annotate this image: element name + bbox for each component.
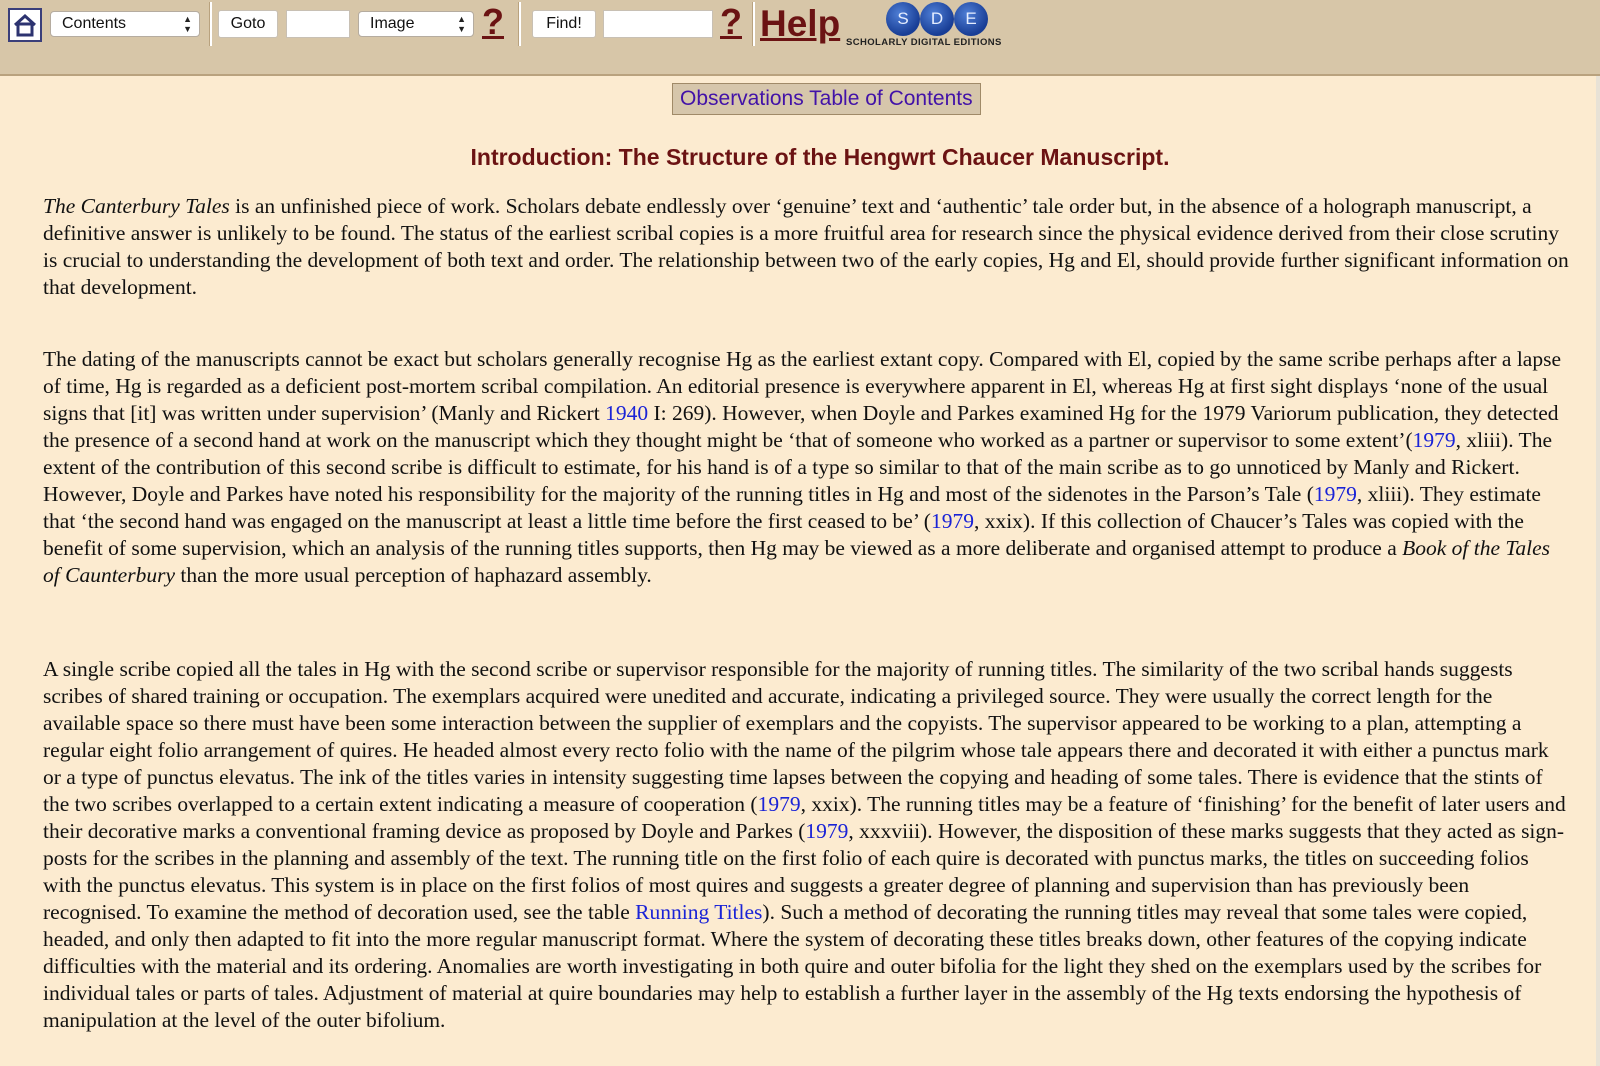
toolbar-divider xyxy=(518,2,521,46)
find-help-question-icon[interactable]: ? xyxy=(720,1,742,42)
contents-select[interactable] xyxy=(50,11,200,37)
toc-link[interactable]: Observations Table of Contents xyxy=(672,83,981,115)
paragraph-text: , xliii). The extent of the contribution of this second scribe is difficult to estimate, for his hand is of a type so similar to that of the main scribe as to go unnoticed by Manly and Rickert. However, Doyle and Parkes have noted his responsibility for the majority of the running titles in Hg and most of the sidenotes in the Parson’s Tale ( xyxy=(43,428,1552,506)
toolbar-divider xyxy=(209,2,212,46)
citation-link-1979[interactable]: 1979 xyxy=(1313,482,1357,506)
paragraph-1 xyxy=(43,193,1569,301)
toolbar-divider xyxy=(752,2,755,46)
paragraph-text: , xxix). The running titles may be a feature of ‘finishing’ for the benefit of later users and their decorative marks a conventional framing device as proposed by Doyle and Parkes ( xyxy=(43,792,1566,843)
help-link[interactable]: Help xyxy=(760,3,841,44)
paragraph-3 xyxy=(43,656,1569,1034)
citation-link-1979[interactable]: 1979 xyxy=(805,819,849,843)
paragraph-text: , xliii). They estimate that ‘the second hand was engaged on the manuscript at least a little time before the first ceased to be’ ( xyxy=(43,482,1541,533)
image-select[interactable] xyxy=(358,11,474,37)
citation-link-1940[interactable]: 1940 xyxy=(605,401,649,425)
find-button[interactable]: Find! xyxy=(532,10,596,38)
citation-link-1979[interactable]: 1979 xyxy=(757,792,801,816)
select-arrows-icon: ▲ ▼ xyxy=(457,14,466,34)
citation-link-1979[interactable]: 1979 xyxy=(1412,428,1456,452)
toolbar xyxy=(0,0,1600,76)
logo-letter-d: D xyxy=(920,2,954,36)
paragraph-2 xyxy=(43,346,1569,589)
home-icon xyxy=(12,13,38,37)
logo-caption: SCHOLARLY DIGITAL EDITIONS xyxy=(846,37,1002,48)
paragraph-text: The dating of the manuscripts cannot be exact but scholars generally recognise Hg as the earliest extant copy. Compared with El, copied by the same scribe perhaps after a lapse of time, Hg is regarded as a deficient post-mortem scribal compilation. An editorial presence is everywhere apparent in El, whereas Hg at first sight displays ‘none of the usual signs that [it] was written under supervision’ (Manly and Rickert xyxy=(43,347,1561,425)
scrollbar[interactable] xyxy=(1596,76,1600,1066)
citation-link-1979[interactable]: 1979 xyxy=(930,509,974,533)
contents-select-value: Contents xyxy=(62,15,127,32)
running-titles-link[interactable]: Running Titles xyxy=(635,900,763,924)
goto-help-question-icon[interactable]: ? xyxy=(482,1,504,42)
image-select-value: Image xyxy=(370,15,415,32)
logo-letter-s: S xyxy=(886,2,920,36)
goto-button[interactable]: Goto xyxy=(218,10,278,38)
home-button[interactable] xyxy=(8,8,42,42)
paragraph-text: is an unfinished piece of work. Scholars debate endlessly over ‘genuine’ text and ‘authentic’ tale order but, in the absence of a holograph manuscript, a definitive answer is unlikely to be found. The status of the earliest scribal copies is a more fruitful area for research since the physical evidence derived from their close scrutiny is crucial to understanding the development of both text and order. The relationship between two of the early copies, Hg and El, should provide further significant information on that development. xyxy=(43,194,1569,299)
paragraph-text: ). Such a method of decorating the running titles may reveal that some tales were copied, headed, and only then adapted to fit into the more regular manuscript format. Where the system of decorating these titles breaks down, other features of the copying indicate difficulties with the material and its ordering. Anomalies are worth investigating in both quire and outer bifolia for the light they shed on the exemplars used by the scribes for individual tales or parts of tales. Adjustment of material at quire boundaries may help to establish a further layer in the assembly of the Hg texts endorsing the hypothesis of manipulation at the level of the outer bifolium. xyxy=(43,900,1542,1032)
select-arrows-icon: ▲ ▼ xyxy=(183,14,192,34)
book-title: Book of the Tales of Caunterbury xyxy=(43,536,1551,587)
paragraph-text: , xxxviii). However, the disposition of these marks suggests that they acted as sign-posts for the scribes in the planning and assembly of the text. The running title on the first folio of each quire is decorated with punctus marks, the titles on succeeding folios with the punctus elevatus. This system is in place on the first folios of most quires and suggests a greater degree of planning and supervision than has previously been recognised. To examine the method of decoration used, see the table xyxy=(43,819,1565,924)
page-title: Introduction: The Structure of the Hengwrt Chaucer Manuscript. xyxy=(470,144,1170,170)
paragraph-text: A single scribe copied all the tales in Hg with the second scribe or supervisor responsible for the majority of running titles. The similarity of the two scribal hands suggests scribes of shared training or occupation. The exemplars acquired were unedited and accurate, indicating a privileged source. They were usually the correct length for the available space so there must have been some interaction between the supplier of exemplars and the copyists. The supervisor appeared to be working to a plan, attempting a regular eight folio arrangement of quires. He headed almost every recto folio with the name of the pilgrim whose tale appears there and decorated it with either a punctus mark or a type of punctus elevatus. The ink of the titles varies in intensity suggesting time lapses between the copying and heading of some tales. There is evidence that the stints of the two scribes overlapped to a certain extent indicating a measure of cooperation ( xyxy=(43,657,1549,816)
paragraph-text: , xxix). If this collection of Chaucer’s Tales was copied with the benefit of some supervision, which an analysis of the running titles supports, then Hg may be viewed as a more deliberate and organised attempt to produce a xyxy=(43,509,1524,560)
find-input[interactable] xyxy=(603,10,713,38)
sde-logo[interactable] xyxy=(846,0,1036,52)
paragraph-text: I: 269). However, when Doyle and Parkes examined Hg for the 1979 Variorum publication, they detected the presence of a second hand at work on the manuscript which they thought might be ‘that of someone who worked as a partner or supervisor to some extent’( xyxy=(43,401,1559,452)
logo-letter-e: E xyxy=(954,2,988,36)
goto-input[interactable] xyxy=(286,10,350,38)
work-title: The Canterbury Tales xyxy=(43,194,230,218)
paragraph-text: than the more usual perception of haphazard assembly. xyxy=(174,563,652,587)
